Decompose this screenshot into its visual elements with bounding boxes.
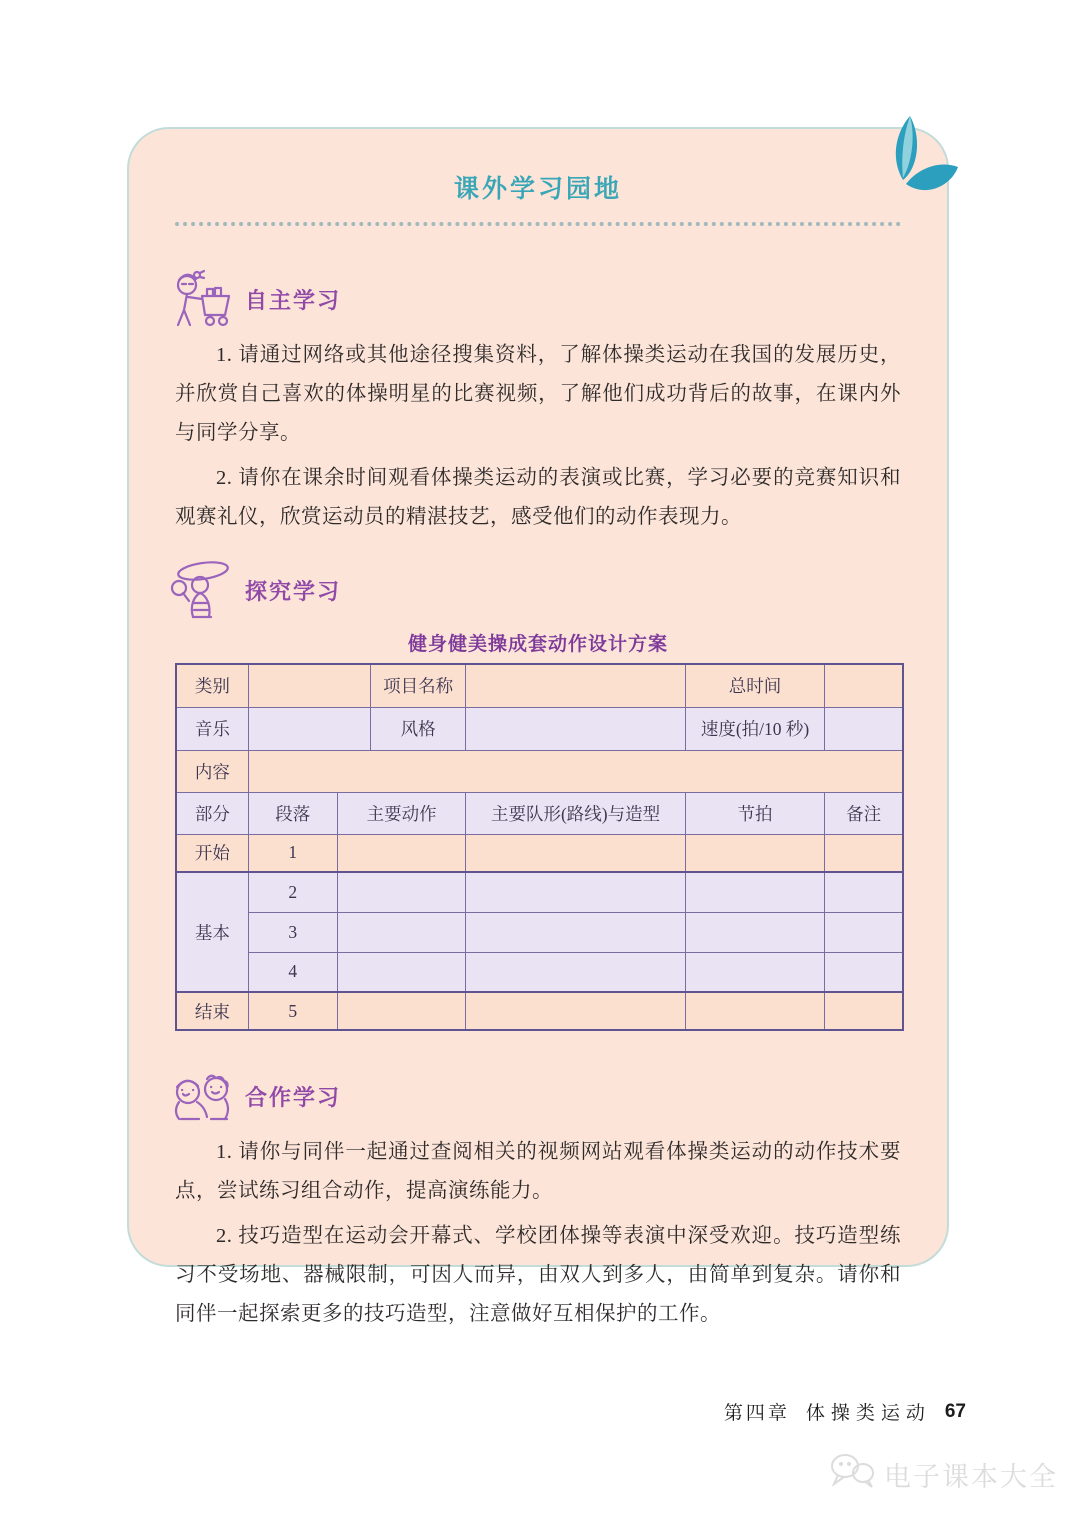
cell-blank (825, 992, 903, 1030)
cell-beat-header: 节拍 (685, 792, 824, 834)
cell-music-label: 音乐 (176, 707, 248, 750)
cell-segment-number: 3 (248, 912, 337, 952)
cell-segment-number: 5 (248, 992, 337, 1030)
cooperative-study-paragraph-1: 1. 请你与同伴一起通过查阅相关的视频网站观看体操类运动的动作技术要点，尝试练习组合动作，提高演练能力。 (175, 1141, 901, 1202)
cooperative-study-paragraph-2: 2. 技巧造型在运动会开幕式、学校团体操等表演中深受欢迎。技巧造型练习不受场地、器械限制，可因人而异，由双人到多人，由简单到复杂。请你和同伴一起探索更多的技巧造型，注意做好互相保护的工作。 (175, 1225, 901, 1325)
footer-page-number: 67 (944, 1400, 966, 1422)
cell-notes-header: 备注 (825, 792, 903, 834)
watermark-text: 电子课本大全 (884, 1462, 1058, 1492)
self-study-paragraph-2: 2. 请你在课余时间观看体操类运动的表演或比赛，学习必要的竞赛知识和观赛礼仪，欣赏运动员的精湛技艺，感受他们的动作表现力。 (175, 467, 901, 528)
cell-part-basic: 基本 (176, 872, 248, 992)
cell-blank (248, 664, 370, 707)
cell-part-end: 结束 (176, 992, 248, 1030)
cell-part-start: 开始 (176, 834, 248, 872)
cell-blank (466, 912, 686, 952)
design-table (175, 663, 904, 1031)
page-footer (724, 1398, 966, 1425)
cell-blank (466, 834, 686, 872)
inquiry-study-header (167, 559, 901, 621)
cell-blank (466, 992, 686, 1030)
cell-blank (825, 952, 903, 992)
cell-total-time-label: 总时间 (685, 664, 824, 707)
cell-blank (466, 707, 686, 750)
cell-blank (337, 834, 465, 872)
cell-content-label: 内容 (176, 750, 248, 792)
cell-blank (337, 872, 465, 912)
cell-blank (825, 834, 903, 872)
cell-project-name-label: 项目名称 (371, 664, 466, 707)
cell-segment-number: 4 (248, 952, 337, 992)
cell-segment-number: 2 (248, 872, 337, 912)
cell-blank (685, 952, 824, 992)
cell-blank (685, 872, 824, 912)
explorer-icon (167, 559, 239, 621)
cell-blank (825, 912, 903, 952)
self-study-header (167, 268, 901, 330)
inquiry-study-title: 探究学习 (245, 578, 342, 604)
cell-blank (337, 912, 465, 952)
cooperative-study-title: 合作学习 (245, 1084, 342, 1110)
dotted-divider (175, 222, 901, 226)
worksheet-card (127, 127, 949, 1325)
cell-blank (337, 992, 465, 1030)
cell-segment-number: 1 (248, 834, 337, 872)
self-study-paragraph-1: 1. 请通过网络或其他途径搜集资料，了解体操类运动在我国的发展历史，并欣赏自己喜欢的体操明星的比赛视频，了解他们成功背后的故事，在课内外与同学分享。 (175, 344, 901, 444)
cell-blank (825, 664, 903, 707)
cell-speed-label: 速度(拍/10 秒) (685, 707, 824, 750)
cell-blank (685, 912, 824, 952)
reading-cart-icon (167, 268, 239, 330)
cell-blank (248, 750, 903, 792)
self-study-title: 自主学习 (245, 287, 342, 313)
design-table-title: 健身健美操成套动作设计方案 (407, 634, 668, 655)
cell-blank (337, 952, 465, 992)
cell-blank (466, 952, 686, 992)
cell-blank (685, 834, 824, 872)
cell-blank (466, 872, 686, 912)
cell-formation-header: 主要队形(路线)与造型 (466, 792, 686, 834)
cell-blank (248, 707, 370, 750)
cell-category-label: 类别 (176, 664, 248, 707)
cell-blank (825, 707, 903, 750)
cell-segment-header: 段落 (248, 792, 337, 834)
watermark (826, 1452, 1058, 1497)
cooperative-study-header (167, 1065, 901, 1127)
cell-main-moves-header: 主要动作 (337, 792, 465, 834)
cell-style-label: 风格 (371, 707, 466, 750)
cell-part-header: 部分 (176, 792, 248, 834)
leaf-logo-icon (858, 110, 962, 222)
footer-chapter: 第四章 (723, 1403, 790, 1424)
chat-bubbles-logo-icon (826, 1452, 878, 1497)
partners-icon (167, 1065, 239, 1127)
footer-section: 体操类运动 (805, 1403, 931, 1424)
cell-blank (685, 992, 824, 1030)
cell-blank (825, 872, 903, 912)
page-title: 课外学习园地 (453, 175, 622, 203)
cell-blank (466, 664, 686, 707)
